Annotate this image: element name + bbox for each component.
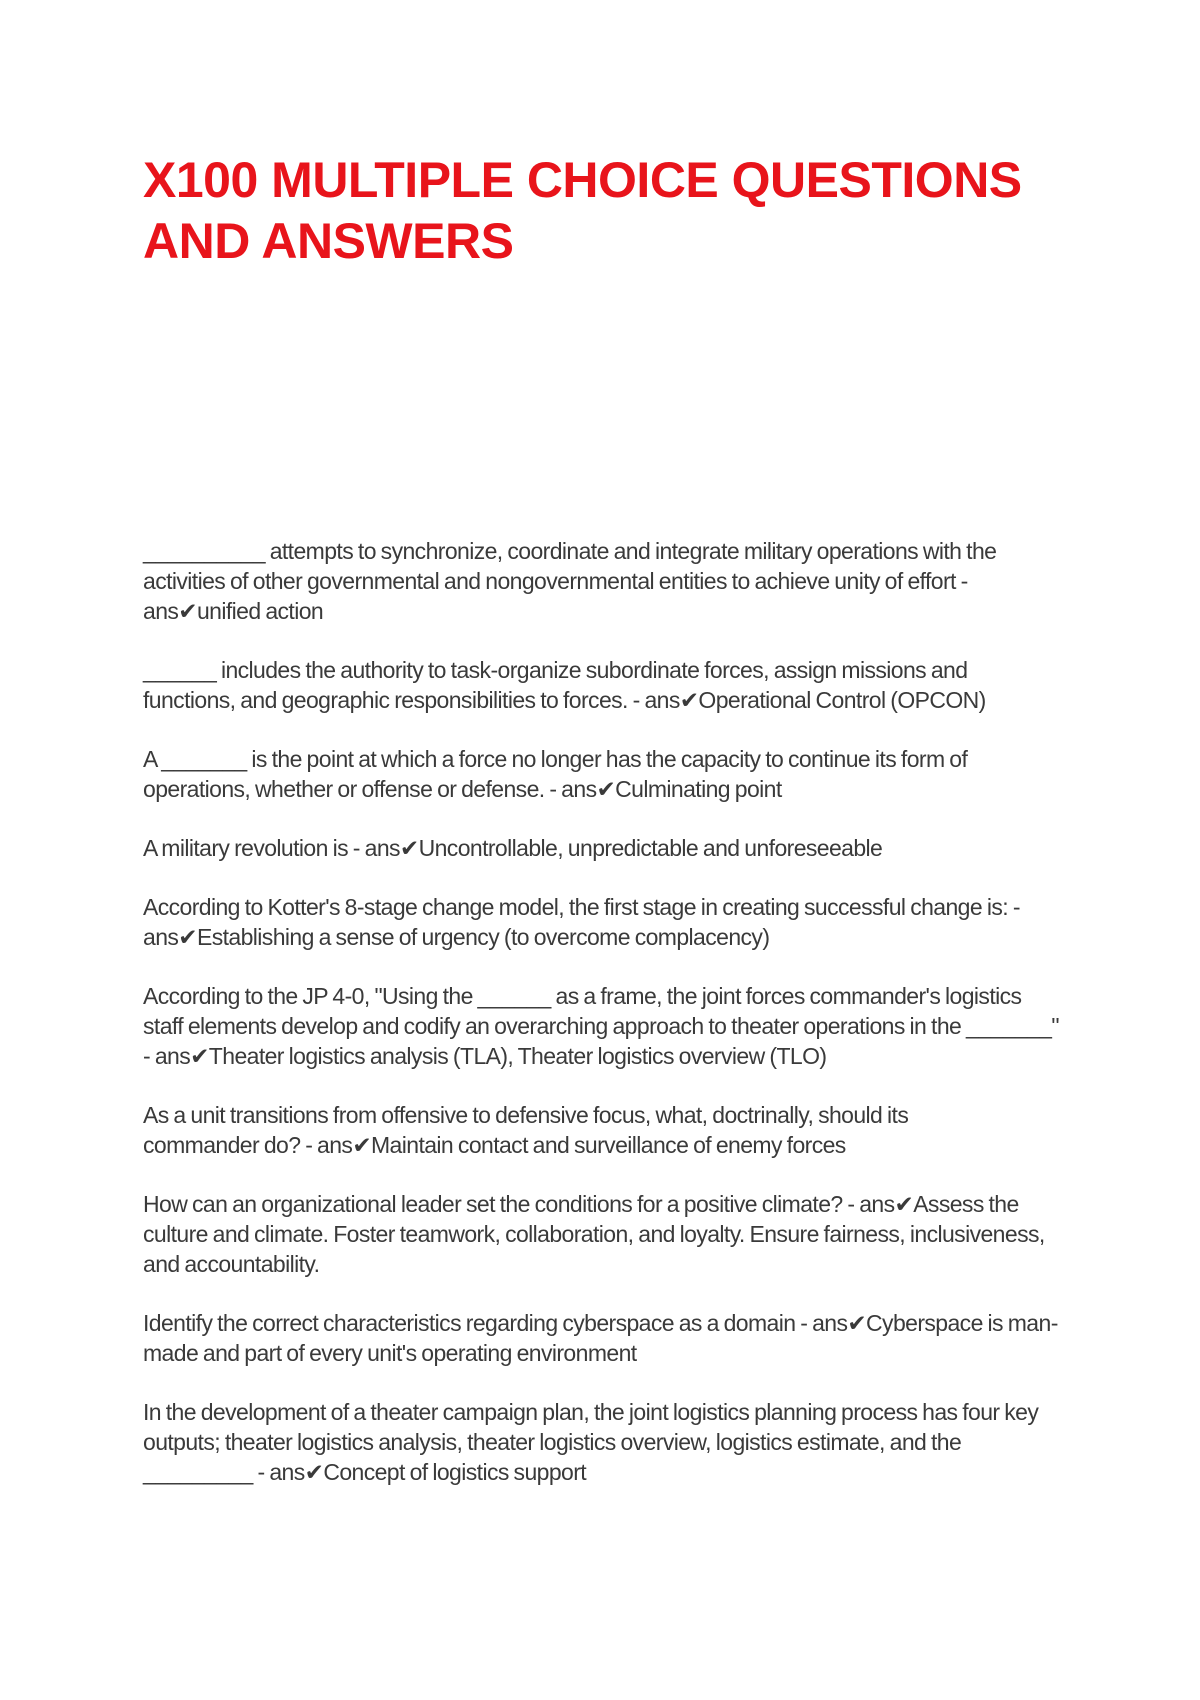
qa-item: __________ attempts to synchronize, coordinate and integrate military operations with the activities of other governmental and nongovernmental entities to achieve unity of effort - ans✔unified action (143, 538, 997, 624)
qa-list (143, 536, 1063, 1516)
qa-item: According to the JP 4-0, "Using the ______ as a frame, the joint forces commander's logistics staff elements develop and codify an overarching approach to theater operations in the _______" - ans✔Theater logistics analysis (TLA), Theater logistics overview (TLO) (143, 983, 1059, 1069)
qa-item: ______ includes the authority to task-organize subordinate forces, assign missions and functions, and geographic responsibilities to forces. - ans✔Operational Control (OPCON) (143, 657, 986, 713)
qa-item: As a unit transitions from offensive to defensive focus, what, doctrinally, should its commander do? - ans✔Maintain contact and surveillance of enemy forces (143, 1102, 909, 1158)
qa-item: According to Kotter's 8-stage change model, the first stage in creating successful change is: - ans✔Establishing a sense of urgency (to overcome complacency) (143, 894, 1020, 950)
qa-item: A _______ is the point at which a force no longer has the capacity to continue its form of operations, whether or offense or defense. - ans✔Culminating point (143, 746, 968, 802)
qa-item: How can an organizational leader set the conditions for a positive climate? - ans✔Assess the culture and climate. Foster teamwork, collaboration, and loyalty. Ensure fairness, inclusiveness, and accountability. (143, 1191, 1045, 1277)
qa-item: A military revolution is - ans✔Uncontrollable, unpredictable and unforeseeable (143, 835, 883, 861)
document-title: X100 MULTIPLE CHOICE QUESTIONS AND ANSWERS (143, 152, 1022, 269)
qa-item: In the development of a theater campaign plan, the joint logistics planning process has four key outputs; theater logistics analysis, theater logistics overview, logistics estimate, and the _________ - ans✔Concept of logistics support (143, 1399, 1039, 1485)
qa-item: Identify the correct characteristics regarding cyberspace as a domain - ans✔Cyberspace is man-made and part of every unit's operating environment (143, 1310, 1058, 1366)
